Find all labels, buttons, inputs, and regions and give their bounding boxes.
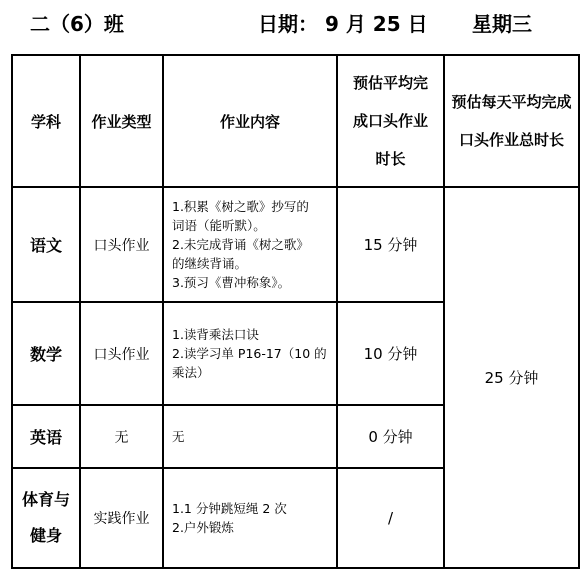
weekday-label: 星期三	[472, 12, 532, 36]
type-cell: 实践作业	[80, 468, 163, 568]
subject-cell	[12, 187, 80, 302]
content-line: 的继续背诵。	[172, 256, 248, 271]
header-type: 作业类型	[80, 55, 163, 187]
table-header-row	[12, 55, 579, 187]
time-cell: 10 分钟	[337, 302, 444, 405]
content-line: 乘法）	[172, 365, 210, 380]
content-cell	[163, 302, 337, 405]
time-cell: 0 分钟	[337, 405, 444, 468]
class-label: 二（6）班	[30, 12, 124, 36]
header-total-time-line-1: 预估每天平均完成	[451, 93, 572, 111]
subject-label: 体育与	[21, 490, 70, 509]
header-avg-time-line-2: 成口头作业	[352, 112, 428, 130]
time-cell: /	[337, 468, 444, 568]
subject-label: 英语	[29, 428, 62, 447]
date-label: 日期： 9 月 25 日	[258, 12, 428, 36]
type-cell: 口头作业	[80, 187, 163, 302]
subject-label: 健身	[29, 526, 62, 545]
content-cell	[163, 405, 337, 468]
content-line: 1.1 分钟跳短绳 2 次	[172, 501, 287, 516]
content-line: 1.积累《树之歌》抄写的	[172, 199, 309, 214]
content-line: 无	[172, 429, 185, 444]
header-content: 作业内容	[163, 55, 337, 187]
type-cell: 无	[80, 405, 163, 468]
content-line: 1.读背乘法口诀	[172, 327, 259, 342]
header-total-time	[444, 55, 579, 187]
content-line: 3.预习《曹冲称象》。	[172, 275, 291, 290]
header-avg-time	[337, 55, 444, 187]
subject-cell	[12, 302, 80, 405]
subject-cell	[12, 405, 80, 468]
header-avg-time-line-3: 时长	[375, 150, 406, 168]
type-cell: 口头作业	[80, 302, 163, 405]
homework-table	[11, 54, 580, 569]
header-avg-time-line-1: 预估平均完	[352, 74, 428, 92]
time-cell: 15 分钟	[337, 187, 444, 302]
subject-label: 语文	[29, 236, 62, 255]
header-subject: 学科	[12, 55, 80, 187]
subject-label: 数学	[29, 345, 62, 364]
header-total-time-line-2: 口头作业总时长	[458, 131, 564, 149]
subject-cell	[12, 468, 80, 568]
content-cell	[163, 468, 337, 568]
content-line: 词语（能听默）。	[172, 218, 266, 233]
total-time-cell: 25 分钟	[444, 187, 579, 568]
table-row	[12, 187, 579, 302]
content-cell	[163, 187, 337, 302]
content-line: 2.读学习单 P16-17（10 的	[172, 346, 327, 361]
content-line: 2.户外锻炼	[172, 520, 234, 535]
content-line: 2.未完成背诵《树之歌》	[172, 237, 309, 252]
